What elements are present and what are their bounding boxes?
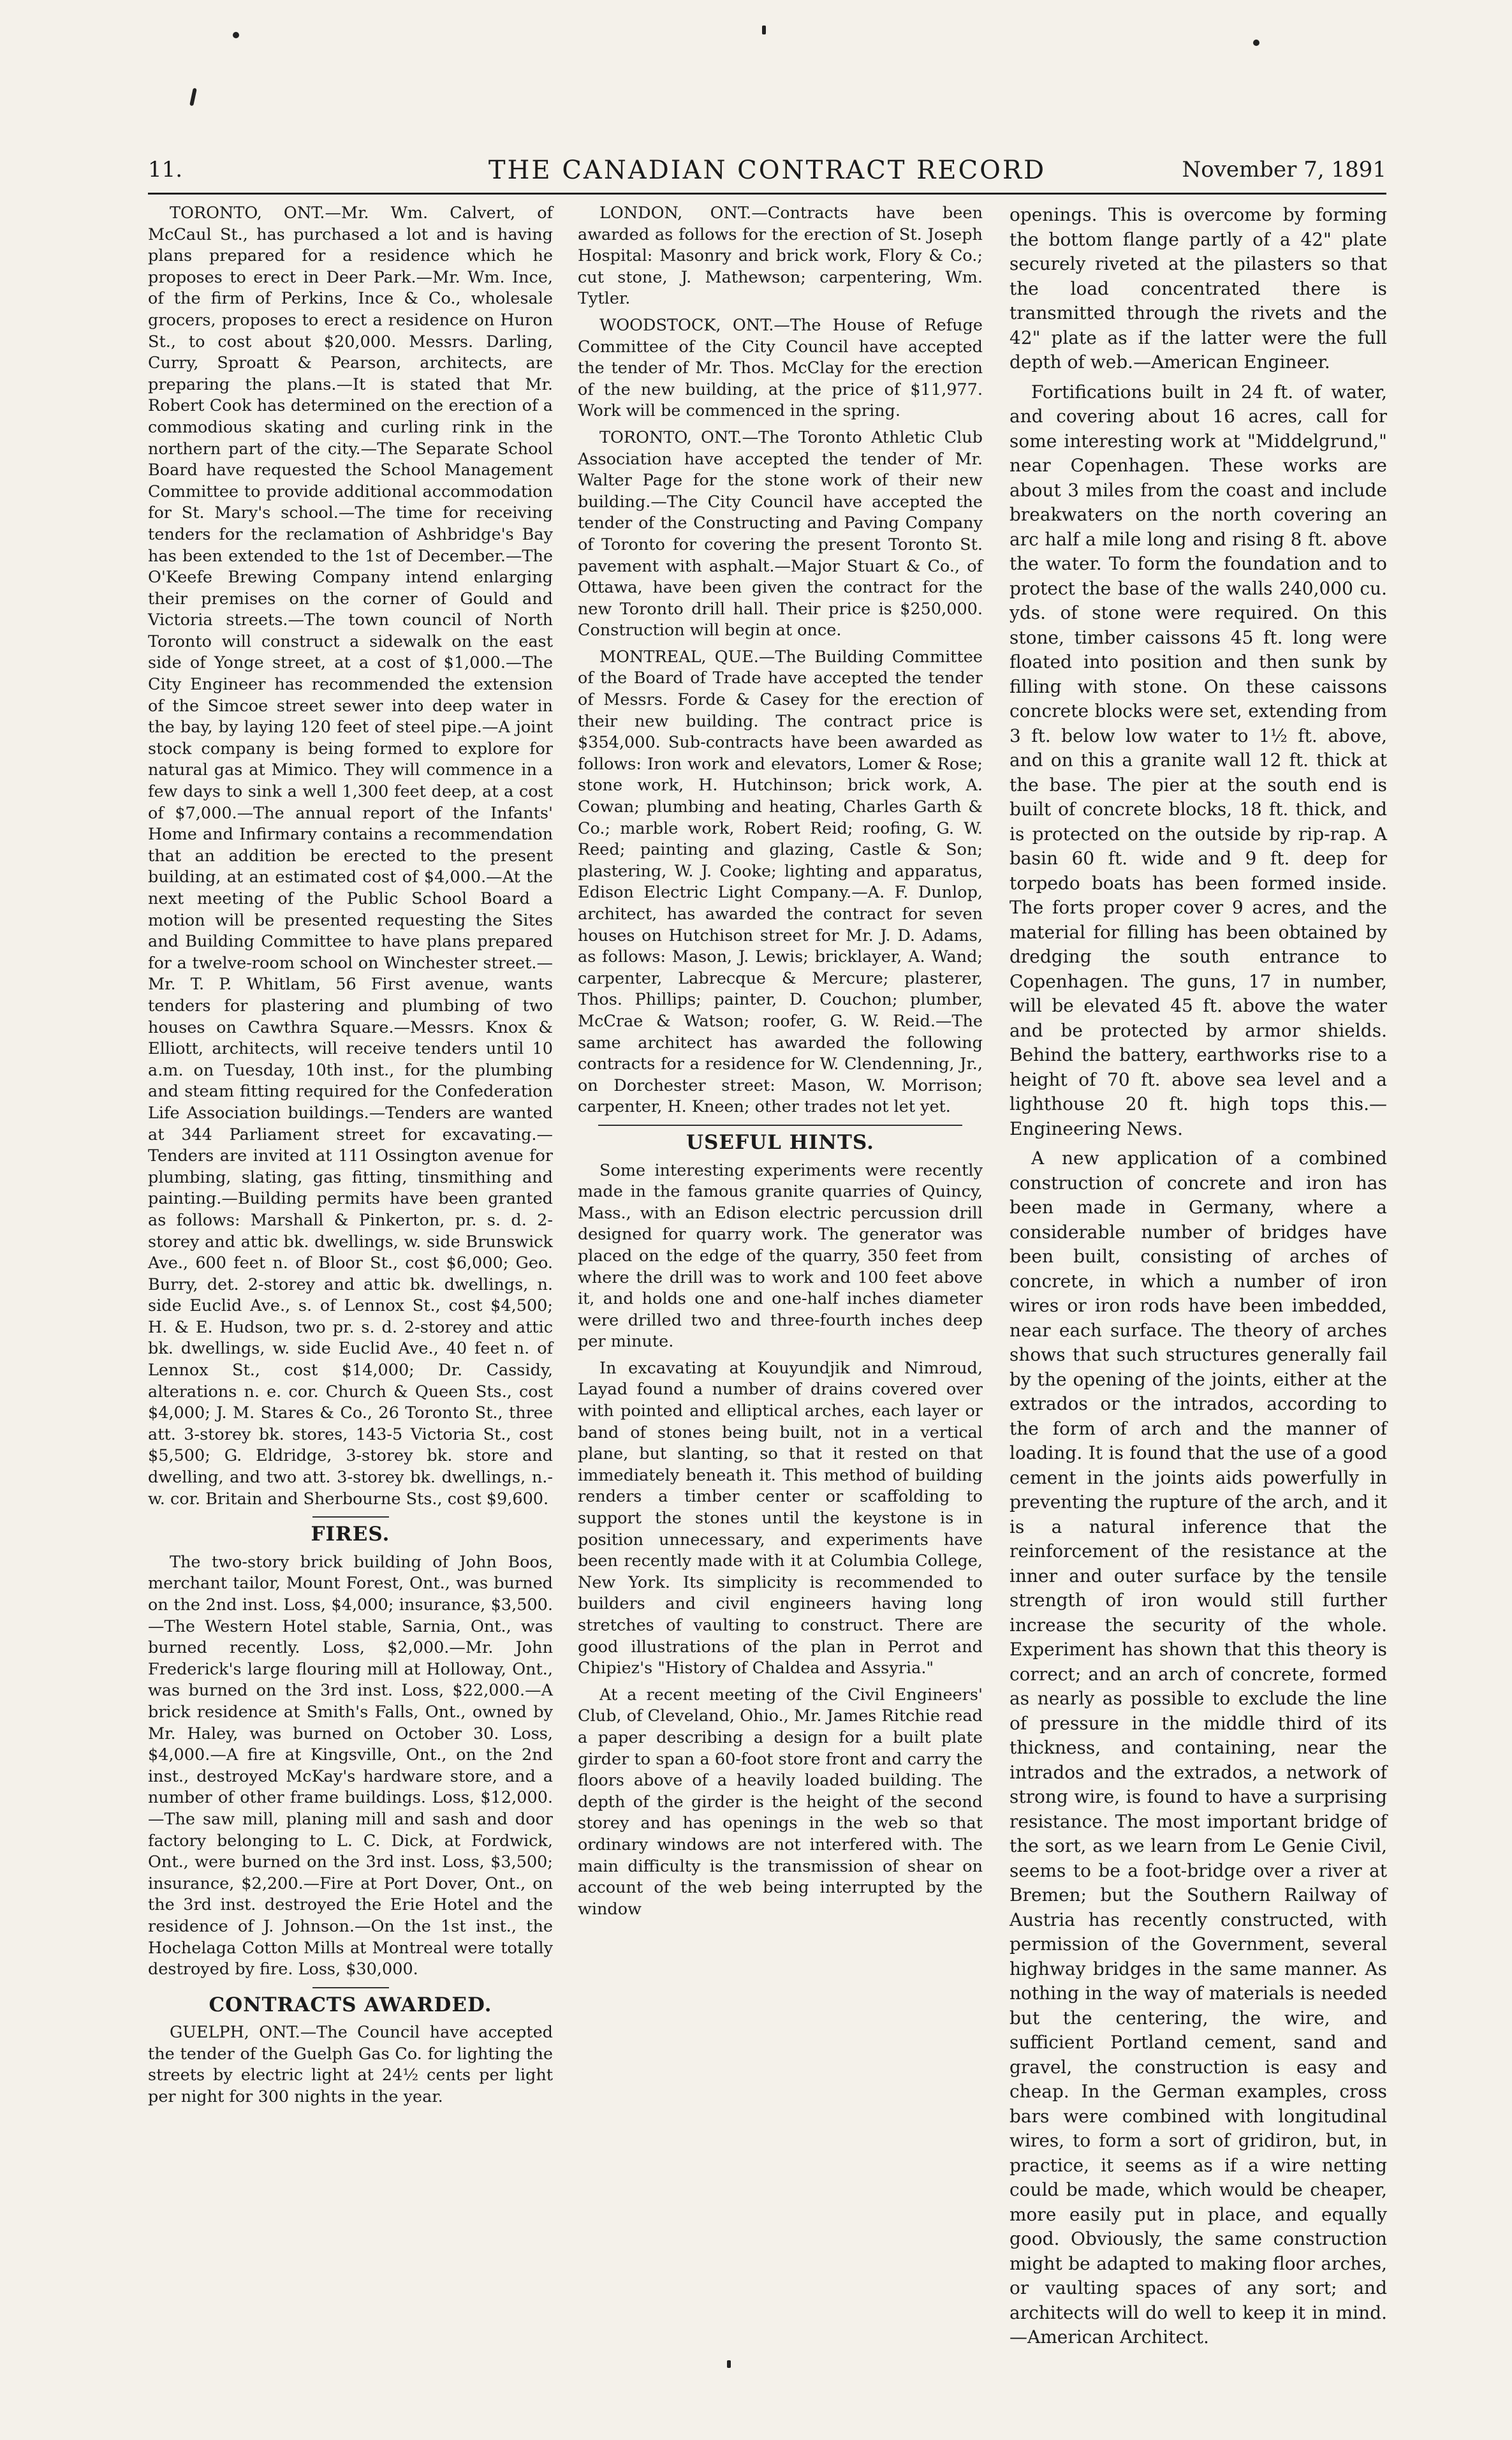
issue-date: November 7, 1891 — [1182, 157, 1386, 182]
publication-title: THE CANADIAN CONTRACT RECORD — [488, 156, 1046, 185]
hint-kouyundjik: In excavating at Kouyundjik and Nimroud, Layad found a number of drains covered over with pointed and elliptical arches, each layer or band of stones being built, not in a vertical plane, but slanting, so that it rested on that immediately beneath it. This method of building renders a timber center or scaffolding to support the stones until the keystone is in position unnecessary, and experiments have been recently made with it at Columbia College, New York. Its simplicity is recommended to builders and civil engineers having long stretches of vaulting to construct. There are good illustrations of the plan in Perrot and Chipiez's "History of Chaldea and Assyria." — [578, 1358, 983, 1678]
contract-london: LONDON, ONT.—Contracts have been awarded as follows for the erection of St. Joseph Hospital: Masonry and brick work, Flory & Co.; cut stone, J. Mathewson; carpentering, Wm. Tytler. — [578, 203, 983, 309]
ink-speck — [762, 26, 766, 34]
news-toronto: TORONTO, ONT.—Mr. Wm. Calvert, of McCaul St., has purchased a lot and is having plans prepared for a residence which he proposes to erect in Deer Park.—Mr. Wm. Ince, of the firm of Perkins, Ince & Co., wholesale grocers, proposes to erect a residence on Huron St., to cost about $20,000. Messrs. Darling, Curry, Sproatt & Pearson, architects, are preparing the plans.—It is stated that Mr. Robert Cook has determined on the erection of a commodious skating and curling rink in the northern part of the city.—The Separate School Board have requested the School Management Committee to provide additional accommodation for St. Mary's school.—The time for receiving tenders for the reclamation of Ashbridge's Bay has been extended to the 1st of December.—The O'Keefe Brewing Company intend enlarging their premises on the corner of Gould and Victoria streets.—The town council of North Toronto will construct a sidewalk on the east side of Yonge street, at a cost of $1,000.—The City Engineer has recommended the extension of the Simcoe street sewer into deep water in the bay, by laying 120 feet of steel pipe.—A joint stock company is being formed to explore for natural gas at Mimico. They will commence in a few days to sink a well 1,300 feet deep, at a cost of $7,000.—The annual report of the Infants' Home and Infirmary contains a recommendation that an addition be erected to the present building, at an estimated cost of $4,000.—At the next meeting of the Public School Board a motion will be presented requesting the Sites and Building Committee to have plans prepared for a twelve-room school on Winchester street.—Mr. T. P. Whitlam, 56 First avenue, wants tenders for plastering and plumbing of two houses on Cawthra Square.—Messrs. Knox & Elliott, architects, will receive tenders until 10 a.m. on Tuesday, 10th inst., for the plumbing and steam fitting required for the Confederation Life Association buildings.—Tenders are wanted at 344 Parliament street for excavating.—Tenders are invited at 111 Ossington avenue for plumbing, slating, gas fitting, tinsmithing and painting.—Building permits have been granted as follows: Marshall & Pinkerton, pr. s. d. 2-storey and attic bk. dwellings, w. side Brunswick Ave., 600 feet n. of Bloor St., cost $6,000; Geo. Burry, det. 2-storey and attic bk. dwellings, n. side Euclid Ave., s. of Lennox St., cost $4,500; H. & E. Hudson, two pr. s. d. 2-storey and attic bk. dwellings, w. side Euclid Ave., 40 feet n. of Lennox St., cost $14,000; Dr. Cassidy, alterations n. e. cor. Church & Queen Sts., cost $4,000; J. M. Stares & Co., 26 Toronto St., three att. 3-storey bk. stores, 143-5 Victoria St., cost $5,500; G. Eldridge, 3-storey bk. store and dwelling, and two att. 3-storey bk. dwellings, n.-w. cor. Britain and Sherbourne Sts., cost $9,600. — [148, 203, 553, 1509]
page-number: 11. — [148, 157, 183, 182]
fires-heading: FIRES. — [311, 1523, 390, 1546]
page-header — [148, 154, 1386, 195]
contract-toronto: TORONTO, ONT.—The Toronto Athletic Club Association have accepted the tender of Mr. Walter Page for the stone work of their new building.—The City Council have accepted the tender of the Constructing and Paving Company of Toronto for covering the present Toronto St. pavement with asphalt.—Major Stuart & Co., of Ottawa, have been given the contract for the new Toronto drill hall. Their price is $250,000. Construction will begin at once. — [578, 427, 983, 640]
hint-girder-cont: openings. This is overcome by forming the bottom flange partly of a 42" plate securely riveted at the pilasters so that the load concentrated there is transmitted through the rivets and the 42" plate as if the latter were the full depth of web.—American Engineer. — [1009, 204, 1387, 373]
ink-speck — [189, 88, 197, 107]
ink-speck — [1253, 40, 1259, 46]
contracts-guelph: GUELPH, ONT.—The Council have accepted the tender of the Guelph Gas Co. for lighting the streets by electric light at 24½ cents per light per night for 300 nights in the year. — [148, 2023, 553, 2107]
contract-woodstock: WOODSTOCK, ONT.—The House of Refuge Committee of the City Council have accepted the tender of Mr. Thos. McClay for the erection of the new building, at the price of $11,977. Work will be commenced in the spring. — [578, 315, 983, 421]
column-2 — [578, 203, 983, 2302]
hint-cleveland: At a recent meeting of the Civil Engineers' Club, of Cleveland, Ohio., Mr. James Ritchie read a paper describing a design for a built plate girder to span a 60-foot store front and carry the floors above of a heavily loaded building. The depth of the girder is the height of the second storey and has openings in the web so that ordinary windows are not interfered with. The main difficulty is the transmission of shear on account of the web being interrupted by the window — [578, 1685, 983, 1919]
section-rule — [598, 1125, 963, 1126]
hint-fortifications: Fortifications built in 24 ft. of water, and covering about 16 acres, call for some interesting work at "Middelgrund," near Copenhagen. These works are about 3 miles from the coast and include breakwaters on the north covering an arc half a mile long and rising 8 ft. above the water. To form the foundation and to protect the base of the walls 240,000 cu. yds. of stone were required. On this stone, timber caissons 45 ft. long were floated into position and then sunk by filling with stone. On these caissons concrete blocks were set, extending from 3 ft. below low water to 1½ ft. above, and on this a granite wall 12 ft. thick at the base. The pier at the south end is built of concrete blocks, 18 ft. thick, and is protected on the outside by rip-rap. A basin 60 ft. wide and 9 ft. deep for torpedo boats has been formed inside. The forts proper cover 9 acres, and the material for filling has been obtained by dredging the south entrance to Copenhagen. The guns, 17 in number, will be elevated 45 ft. above the water and be protected by armor shields. Behind the battery, earthworks rise to a height of 70 ft. above sea level and a lighthouse 20 ft. high tops this.—Engineering News. — [1009, 381, 1387, 1139]
fires-text: The two-story brick building of John Boos, merchant tailor, Mount Forest, Ont., was burned on the 2nd inst. Loss, $4,000; insurance, $3,500.—The Western Hotel stable, Sarnia, Ont., was burned recently. Loss, $2,000.—Mr. John Frederick's large flouring mill at Holloway, Ont., was burned on the 3rd inst. Loss, $22,000.—A brick residence at Smith's Falls, Ont., owned by Mr. Haley, was burned on October 30. Loss, $4,000.—A fire at Kingsville, Ont., on the 2nd inst., destroyed McKay's hardware store, and a number of other frame buildings. Loss, $12,000.—The saw mill, planing mill and sash and door factory belonging to L. C. Dick, at Fordwick, Ont., were burned on the 3rd inst. Loss, $3,500; insurance, $2,200.—Fire at Port Dover, Ont., on the 3rd inst. destroyed the Erie Hotel and the residence of J. Johnson.—On the 1st inst., the Hochelaga Cotton Mills at Montreal were totally destroyed by fire. Loss, $30,000. — [148, 1552, 553, 1979]
hint-concrete-iron: A new application of a combined construction of concrete and iron has been made in Germany, where a considerable number of bridges have been built, consisting of arches of concrete, in which a number of iron wires or iron rods have been imbedded, near each surface. The theory of arches shows that such structures generally fail by the opening of the joints, either at the extrados or the intrados, according to the form of arch and the manner of loading. It is found that the use of a good cement in the joints aids powerfully in preventing the rupture of the arch, and it is a natural inference that the reinforcement of the resistance at the inner and outer surface by the tensile strength of iron would still further increase the security of the whole. Experiment has shown that this theory is correct; and an arch of concrete, formed as nearly as possible to exclude the line of pressure in the middle third of its thickness, and containing, near the intrados and the extrados, a network of strong wire, is found to have a surprising resistance. The most important bridge of the sort, as we learn from Le Genie Civil, seems to be a foot-bridge over a river at Bremen; but the Southern Railway of Austria has recently constructed, with permission of the Government, several highway bridges in the same manner. As nothing in the way of materials is needed but the centering, the wire, and sufficient Portland cement, sand and gravel, the construction is easy and cheap. In the German examples, cross bars were combined with longitudinal wires, to form a sort of gridiron, but, in practice, it seems as if a wire netting could be made, which would be cheaper, more easily put in place, and equally good. Obviously, the same construction might be adapted to making floor arches, or vaulting spaces of any sort; and architects will do well to keep it in mind.—American Architect. — [1009, 1148, 1387, 2348]
section-rule — [312, 1516, 389, 1518]
column-3 — [1009, 203, 1387, 2348]
section-rule — [312, 1987, 389, 1988]
hint-quincy: Some interesting experiments were recently made in the famous granite quarries of Quincy, Mass., with an Edison electric percussion drill designed for quarry work. The generator was placed on the edge of the quarry, 350 feet from where the drill was to work and 100 feet above it, and holds one and one-half inches diameter were drilled two and three-fourth inches deep per minute. — [578, 1160, 983, 1352]
contract-montreal: MONTREAL, QUE.—The Building Committee of the Board of Trade have accepted the tender of Messrs. Forde & Casey for the erection of their new building. The contract price is $354,000. Sub-contracts have been awarded as follows: Iron work and elevators, Lomer & Rose; stone work, H. Hutchinson; brick work, A. Cowan; plumbing and heating, Charles Garth & Co.; marble work, Robert Reid; roofing, G. W. Reed; painting and glazing, Castle & Son; plastering, W. J. Cooke; lighting and apparatus, Edison Electric Light Company.—A. F. Dunlop, architect, has awarded the contract for seven houses on Hutchison street for Mr. J. D. Adams, as follows: Mason, J. Lewis; bricklayer, A. Wand; carpenter, Labrecque & Mercure; plasterer, Thos. Phillips; painter, D. Couchon; plumber, McCrae & Watson; roofer, G. W. Reid.—The same architect has awarded the following contracts for a residence for W. Clendenning, Jr., on Dorchester street: Mason, W. Morrison; carpenter, H. Kneen; other trades not let yet. — [578, 647, 983, 1117]
column-1 — [148, 203, 553, 2302]
hints-heading: USEFUL HINTS. — [686, 1130, 874, 1154]
ink-speck — [727, 2360, 731, 2368]
ink-speck — [233, 32, 239, 38]
contracts-heading: CONTRACTS AWARDED. — [209, 1993, 492, 2016]
